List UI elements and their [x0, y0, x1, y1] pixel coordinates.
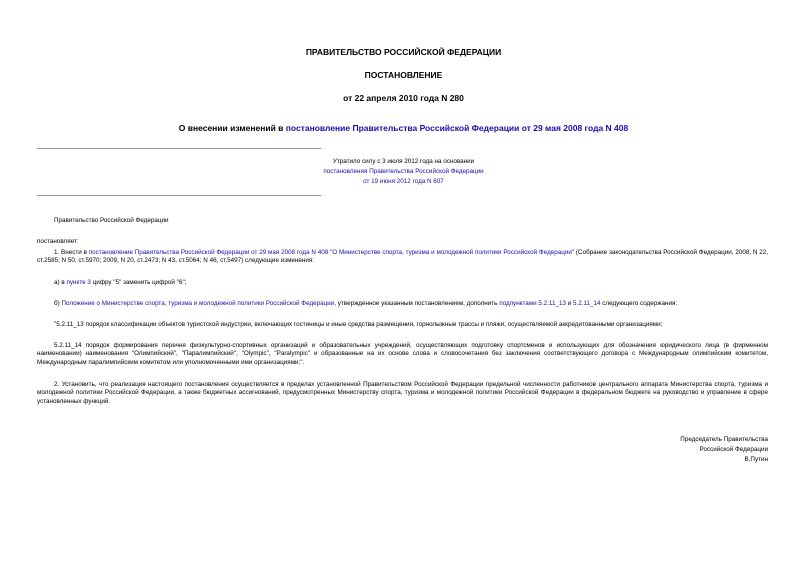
- pa-text-a: а) в: [54, 279, 67, 286]
- pb-link-regulation[interactable]: Положение о Министерстве спорта, туризма и молодежной политики Российской Федерации: [61, 300, 335, 307]
- paragraph-1: [37, 249, 768, 266]
- paragraph-resolves: постановляет:: [37, 238, 79, 245]
- document-title: [0, 123, 807, 133]
- paragraph-2: 2. Установить, что реализация настоящего постановления осуществляется в пределах установленной Правительством Российской Федерации предельной численности работников центрального аппарата Министерства спорта, туризма и молодежной политики Российской Федерации, а также бюджетных ассигнований, предусмотренных Министерству спорта, туризма и молодежной политики Российской Федерации в федеральном бюджете на руководство и управление в сфере установленных функций.: [37, 381, 768, 405]
- divider-bottom: [37, 195, 321, 196]
- pa-text-b: цифру "5" заменить цифрой "6";: [90, 279, 187, 286]
- pb-text-b: , утвержденное указанным постановлением, дополнить: [334, 300, 500, 307]
- paragraph-government: Правительство Российской Федерации: [54, 217, 169, 224]
- paragraph-a: [37, 279, 768, 287]
- repeal-notice: [300, 157, 507, 187]
- date-number-heading: от 22 апреля 2010 года N 280: [343, 93, 464, 103]
- notice-link-line-3[interactable]: от 19 июня 2012 года N 607: [363, 178, 444, 185]
- paragraph-5-2-11-13: "5.2.11_13 порядок классификации объектов туристской индустрии, включающих гостиницы и иные средства размещения, горнолыжные трассы и пляжи, осуществляемой аккредитованными организациями;: [54, 321, 663, 328]
- title-link-resolution-408[interactable]: постановление Правительства Российской Федерации от 29 мая 2008 года N 408: [285, 123, 629, 133]
- paragraph-5-2-11-14: 5.2.11_14 порядок формирования перечня физкультурно-спортивных организаций и образовательных учреждений, осуществляющих подготовку спортсменов и использующих для обозначения юридического лица (в фирменном наименовании) наименования "Олимпийский", "Паралимпийский", "Olympic", "Paralympic" и образованные на их основе слова и словосочетания без заключения соответствующего договора с Международным олимпийским комитетом, Международным паралимпийским комитетом или уполномоченными ими организациями;".: [37, 342, 768, 366]
- pb-text-a: б): [54, 300, 62, 307]
- notice-link-line-2[interactable]: постановления Правительства Российской Федерации: [323, 168, 484, 175]
- title-prefix: О внесении изменений в: [178, 123, 286, 133]
- paragraph-b: [37, 300, 768, 308]
- p1-link-resolution-408[interactable]: постановление Правительства Российской Федерации от 29 мая 2008 года N 408 "О Министерстве спорта, туризма и молодежной политики Российской Федерации": [88, 249, 575, 256]
- signature-line-1: Председатель Правительства: [680, 436, 768, 443]
- pb-link-subpoint-14[interactable]: 5.2.11_14: [573, 300, 601, 307]
- signature-line-2: Российской Федерации: [699, 446, 768, 453]
- signature-block: [568, 435, 768, 465]
- pb-text-d: следующего содержания:: [600, 300, 678, 307]
- authority-heading: ПРАВИТЕЛЬСТВО РОССИЙСКОЙ ФЕДЕРАЦИИ: [305, 47, 502, 57]
- doc-type-heading: ПОСТАНОВЛЕНИЕ: [364, 70, 443, 80]
- notice-line-1: Утратило силу с 3 июля 2012 года на основании: [332, 158, 475, 165]
- divider-top: [37, 148, 321, 149]
- pb-text-c: и: [565, 300, 573, 307]
- p1-text-b: (Собрание законодательства Российской Федерации, 2008, N 22, ст.2585; N 50, ст.5970; 2009, N 20, ст.2473; N 43, ст.5064; N 46, ст.5497) следующие изменения:: [37, 249, 768, 265]
- pa-link-point-3[interactable]: пункте 3: [66, 279, 91, 286]
- pb-link-subpoint-13[interactable]: подпунктами 5.2.11_13: [499, 300, 566, 307]
- signature-line-3: В.Путин: [744, 456, 768, 463]
- p1-text-a: 1. Внести в: [54, 249, 89, 256]
